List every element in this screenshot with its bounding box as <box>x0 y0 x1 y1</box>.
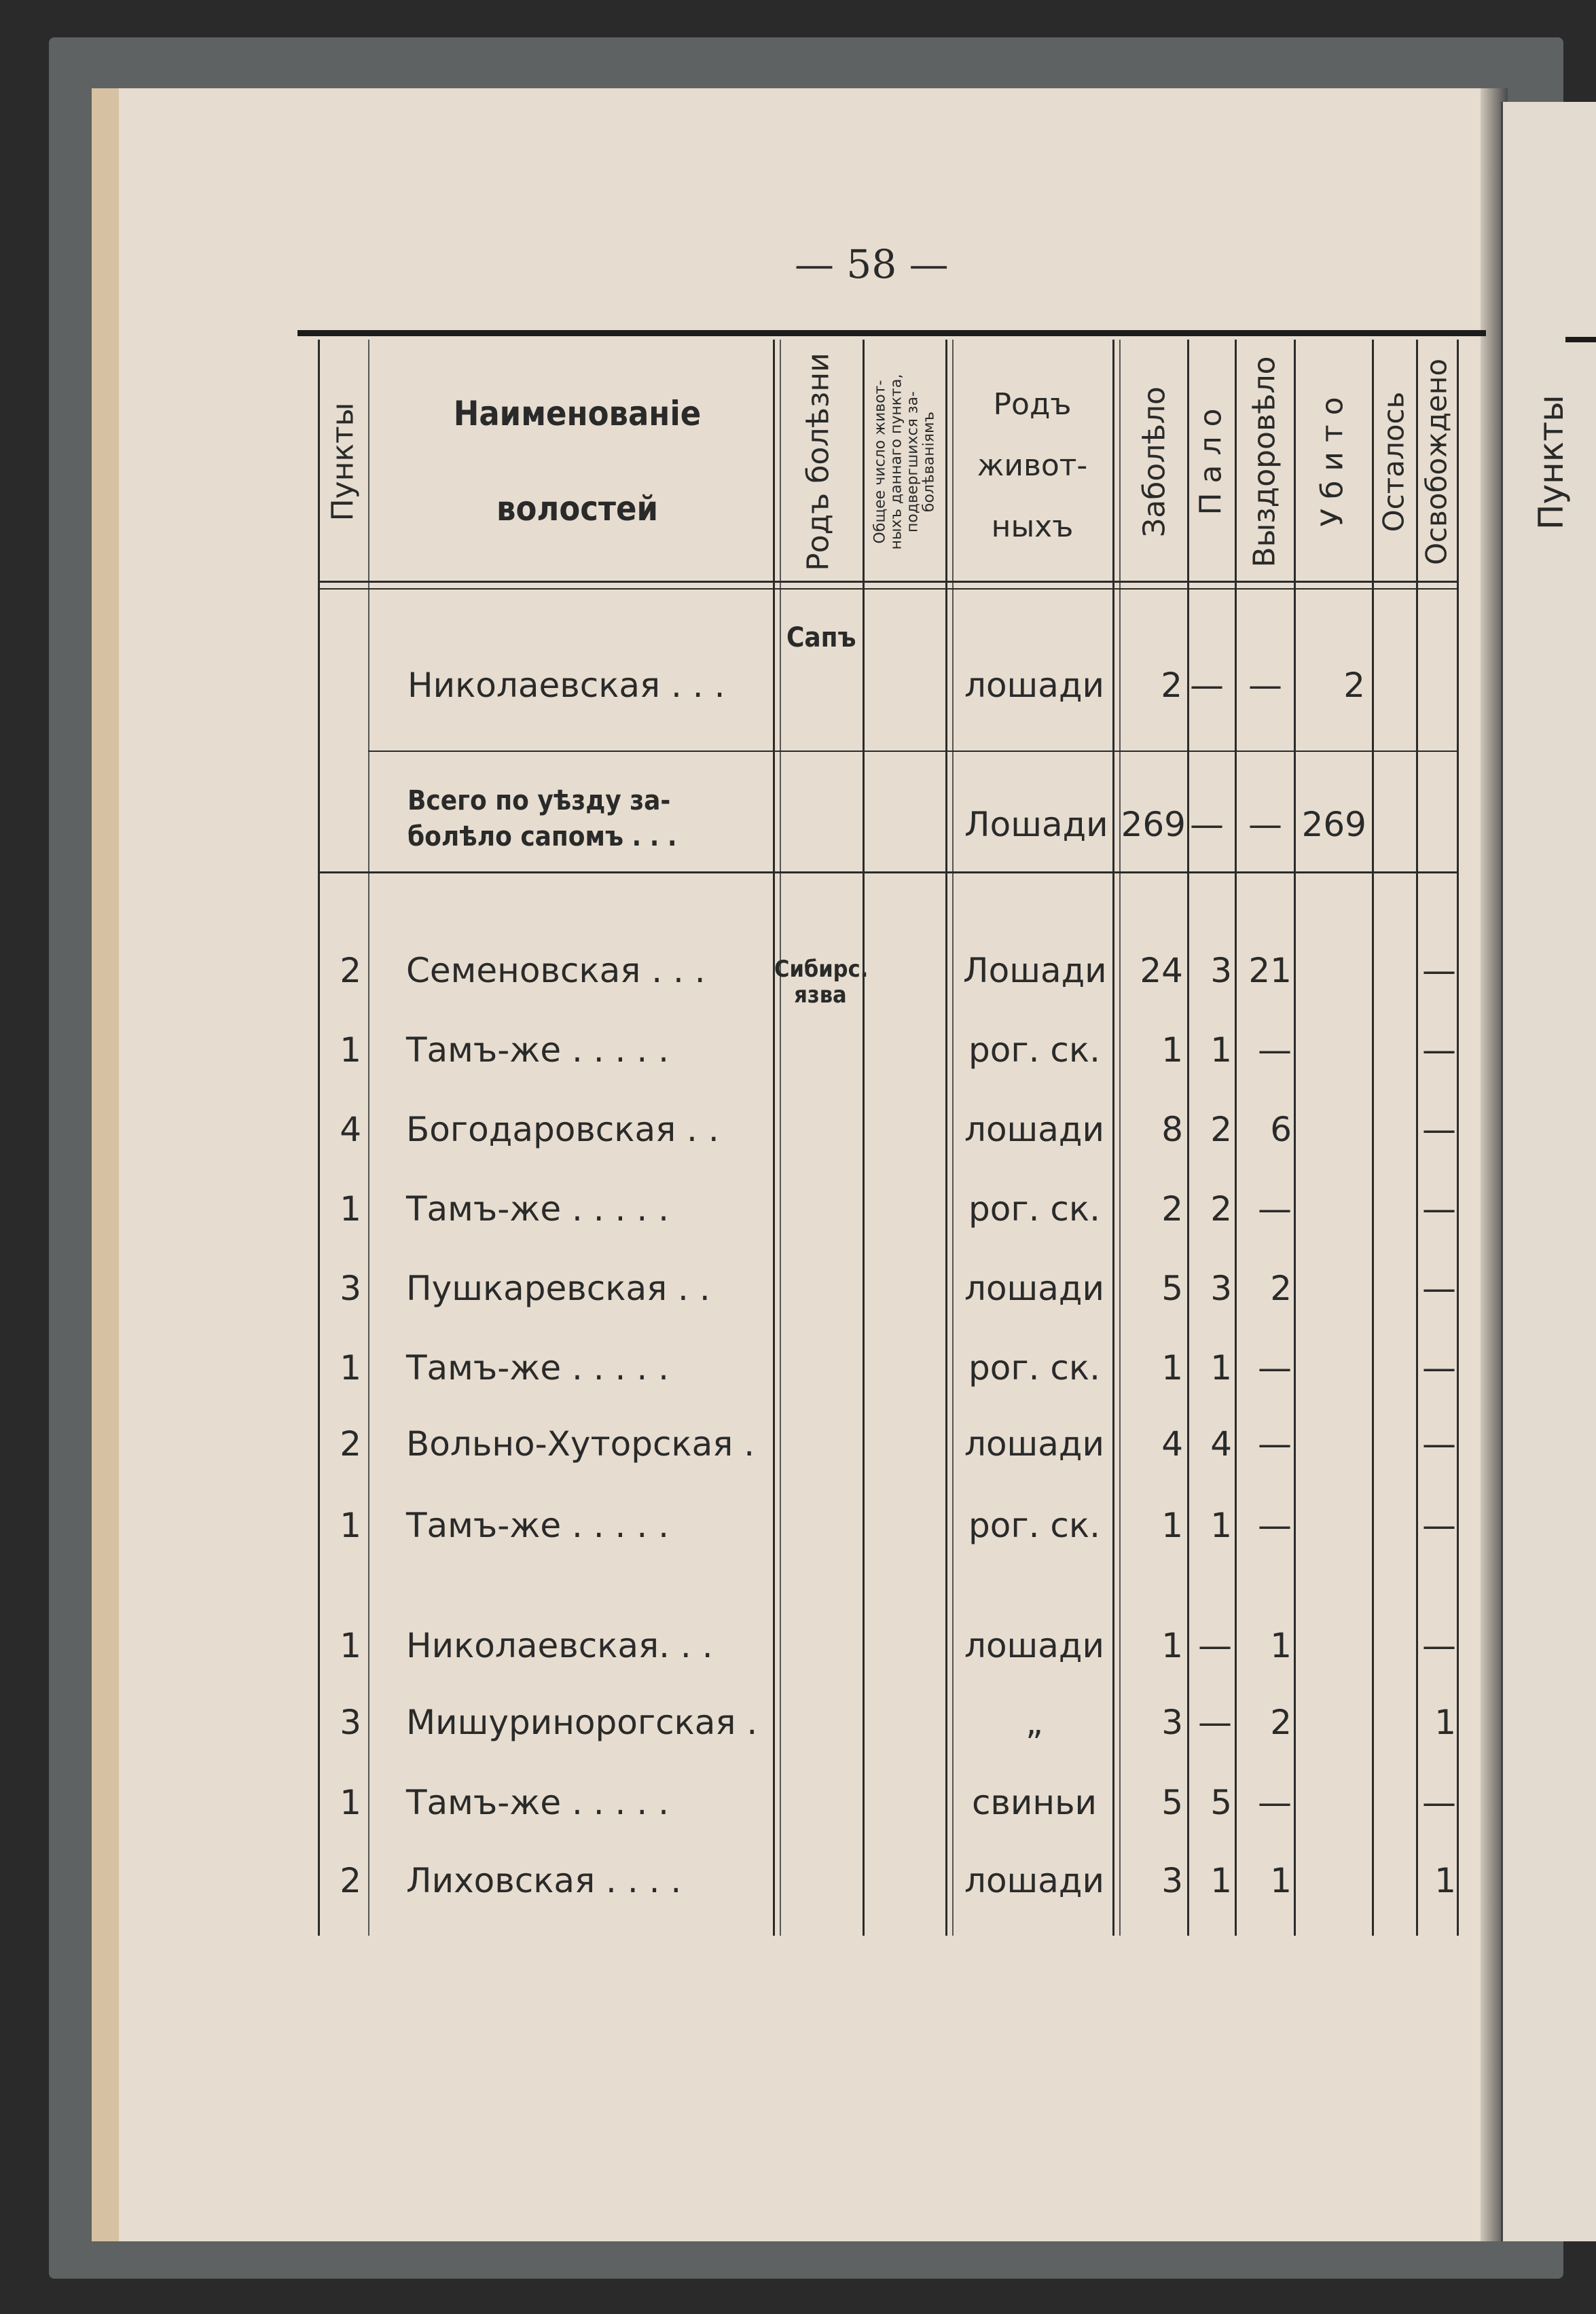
row-palo: 1 <box>1210 1030 1232 1070</box>
row-animal: свиньи <box>971 1783 1098 1822</box>
row-zabolelo: 4 <box>1161 1424 1183 1464</box>
row-zabolelo: 1 <box>1161 1506 1183 1545</box>
row-punkt: 1 <box>340 1030 361 1070</box>
row-zabolelo: 1 <box>1161 1348 1183 1388</box>
row-zabolelo: 3 <box>1161 1703 1183 1742</box>
row-osvobozhdeno: — <box>1422 1626 1456 1665</box>
row-punkt: 2 <box>340 1424 361 1464</box>
row-animal: лошади <box>964 666 1105 705</box>
row-punkt: 1 <box>340 1783 361 1822</box>
total-label-2: болѣло сапомъ . . . <box>407 821 677 852</box>
header-vyzdorovelo: Выздоровѣло <box>1247 356 1282 568</box>
row-palo: 2 <box>1210 1110 1232 1149</box>
row-name: Богодаровская . . <box>406 1110 719 1149</box>
header-punkty: Пункты <box>325 402 361 522</box>
row-palo: 3 <box>1210 951 1232 990</box>
disease-label: Сибирс. <box>774 956 869 983</box>
row-vyzdorovelo: — <box>1258 1783 1292 1822</box>
row-name: Вольно-Хуторская . <box>406 1424 755 1464</box>
header-osvobozhdeno: Освобождено <box>1419 358 1453 566</box>
row-vyzdorovelo: — <box>1258 1030 1292 1070</box>
row-zabolelo: 1 <box>1161 1626 1183 1665</box>
row-name: Николаевская. . . <box>406 1626 713 1665</box>
column-line <box>318 340 320 1936</box>
row-osvobozhdeno: 1 <box>1434 1861 1456 1900</box>
column-line <box>1187 340 1189 1936</box>
row-animal: лошади <box>964 1861 1104 1900</box>
header-obshchee-2: ныхъ даннаго пункта, <box>888 374 905 550</box>
row-osvobozhdeno: — <box>1422 1424 1456 1464</box>
column-line <box>368 340 369 1936</box>
row-animal: лошади <box>964 1626 1104 1665</box>
row-zabolelo: 8 <box>1161 1110 1183 1149</box>
column-line <box>863 340 865 1936</box>
row-palo: 5 <box>1210 1783 1232 1822</box>
row-palo: 1 <box>1210 1348 1232 1388</box>
row-name: Тамъ-же . . . . . <box>406 1189 670 1229</box>
row-animal: рог. ск. <box>968 1189 1100 1229</box>
total-zabolelo: 269 <box>1121 805 1186 844</box>
row-rule <box>368 751 1457 752</box>
row-ubito: 2 <box>1343 666 1365 705</box>
header-rule <box>318 581 1457 583</box>
row-name: Тамъ-же . . . . . <box>406 1783 670 1822</box>
page-number: — 58 — <box>795 241 949 287</box>
header-naimenovanie: Наименованiе <box>453 394 702 433</box>
row-name: Тамъ-же . . . . . <box>406 1030 670 1070</box>
row-osvobozhdeno: — <box>1422 1110 1456 1149</box>
row-vyzdorovelo: 2 <box>1270 1269 1292 1308</box>
header-rod-zhivotnykh-2: живот- <box>977 448 1088 483</box>
row-punkt: 1 <box>340 1506 361 1545</box>
row-osvobozhdeno: — <box>1422 1348 1456 1388</box>
row-osvobozhdeno: — <box>1422 951 1456 990</box>
row-vyzdorovelo: 2 <box>1270 1703 1292 1742</box>
row-punkt: 1 <box>340 1348 361 1388</box>
row-palo: 2 <box>1210 1189 1232 1229</box>
column-line <box>1294 340 1296 1936</box>
row-osvobozhdeno: 1 <box>1434 1703 1456 1742</box>
row-osvobozhdeno: — <box>1422 1030 1456 1070</box>
row-zabolelo: 3 <box>1161 1861 1183 1900</box>
total-ubito: 269 <box>1301 805 1366 844</box>
row-palo: 4 <box>1210 1424 1232 1464</box>
column-line <box>1119 340 1121 1936</box>
row-zabolelo: 1 <box>1161 1030 1183 1070</box>
header-rod-zhivotnykh-3: ныхъ <box>991 509 1074 544</box>
row-palo: — <box>1198 1626 1232 1665</box>
disease-label: язва <box>794 981 847 1009</box>
row-punkt: 1 <box>340 1189 361 1229</box>
row-animal: лошади <box>964 1424 1104 1464</box>
column-line <box>780 340 781 1936</box>
row-zabolelo: 2 <box>1161 666 1182 705</box>
row-osvobozhdeno: — <box>1422 1189 1456 1229</box>
row-name: Тамъ-же . . . . . <box>406 1506 670 1545</box>
header-zabolelo: Заболѣло <box>1137 386 1172 537</box>
column-line <box>1112 340 1114 1936</box>
row-punkt: 3 <box>340 1269 361 1308</box>
row-name: Лиховская . . . . <box>406 1861 682 1900</box>
row-palo: — <box>1198 1703 1232 1742</box>
column-line <box>773 340 775 1936</box>
column-line <box>1372 340 1374 1936</box>
header-palo: П а л о <box>1193 408 1229 516</box>
row-zabolelo: 5 <box>1161 1269 1183 1308</box>
row-vyzdorovelo: 1 <box>1270 1861 1292 1900</box>
row-punkt: 2 <box>340 951 361 990</box>
total-vyzd: — <box>1248 805 1282 844</box>
row-palo: — <box>1190 666 1224 705</box>
right-page-rule <box>1565 337 1596 342</box>
total-palo: — <box>1190 805 1224 844</box>
disease-label: Сапъ <box>786 622 856 653</box>
row-name: Мишуринорогская . <box>406 1703 758 1742</box>
row-punkt: 1 <box>340 1626 361 1665</box>
total-animal: Лошади <box>964 805 1108 844</box>
row-punkt: 3 <box>340 1703 361 1742</box>
header-rod-zhivotnykh-1: Родъ <box>993 387 1072 422</box>
row-palo: 1 <box>1210 1861 1232 1900</box>
column-line <box>1235 340 1237 1936</box>
right-page-fragment: Пункты <box>1531 395 1571 530</box>
section-rule <box>318 871 1457 873</box>
row-osvobozhdeno: — <box>1422 1506 1456 1545</box>
column-line <box>1416 340 1418 1936</box>
header-ostalos: Осталось <box>1377 391 1411 532</box>
row-name: Пушкаревская . . <box>406 1269 710 1308</box>
header-volostey: волостей <box>496 489 658 528</box>
row-animal: „ <box>1026 1703 1043 1742</box>
row-vyzdorovelo: — <box>1258 1348 1292 1388</box>
header-rule <box>318 588 1457 590</box>
row-zabolelo: 2 <box>1161 1189 1183 1229</box>
row-animal: рог. ск. <box>968 1030 1100 1070</box>
row-zabolelo: 24 <box>1140 951 1183 990</box>
column-line <box>952 340 954 1936</box>
header-ubito: У б и т о <box>1315 397 1350 527</box>
row-punkt: 4 <box>340 1110 361 1149</box>
header-obshchee-1: Общее число живот- <box>871 380 889 544</box>
header-obshchee-3: подвергшихся за- <box>904 391 922 532</box>
row-name: Тамъ-же . . . . . <box>406 1348 670 1388</box>
row-palo: 3 <box>1210 1269 1232 1308</box>
row-osvobozhdeno: — <box>1422 1783 1456 1822</box>
row-vyzdorovelo: 1 <box>1270 1626 1292 1665</box>
row-vyzdorovelo: — <box>1258 1189 1292 1229</box>
header-rod-bolezni: Родъ болѣзни <box>801 352 836 571</box>
total-label-1: Всего по уѣзду за- <box>407 785 671 816</box>
row-palo: 1 <box>1210 1506 1232 1545</box>
row-vyzd: — <box>1248 666 1282 705</box>
row-vyzdorovelo: 21 <box>1248 951 1292 990</box>
row-osvobozhdeno: — <box>1422 1269 1456 1308</box>
row-zabolelo: 5 <box>1161 1783 1183 1822</box>
row-animal: рог. ск. <box>968 1506 1100 1545</box>
row-punkt: 2 <box>340 1861 361 1900</box>
table-top-rule <box>297 330 1486 336</box>
row-vyzdorovelo: — <box>1258 1424 1292 1464</box>
row-vyzdorovelo: — <box>1258 1506 1292 1545</box>
column-line <box>945 340 947 1936</box>
header-obshchee-4: болѣванiямъ <box>920 411 938 513</box>
row-animal: рог. ск. <box>968 1348 1100 1388</box>
row-name: Семеновская . . . <box>406 951 706 990</box>
row-name: Николаевская . . . <box>407 666 725 705</box>
column-line <box>1457 340 1459 1936</box>
row-vyzdorovelo: 6 <box>1270 1110 1292 1149</box>
row-animal: лошади <box>964 1269 1104 1308</box>
row-animal: лошади <box>964 1110 1104 1149</box>
row-animal: Лошади <box>963 951 1107 990</box>
